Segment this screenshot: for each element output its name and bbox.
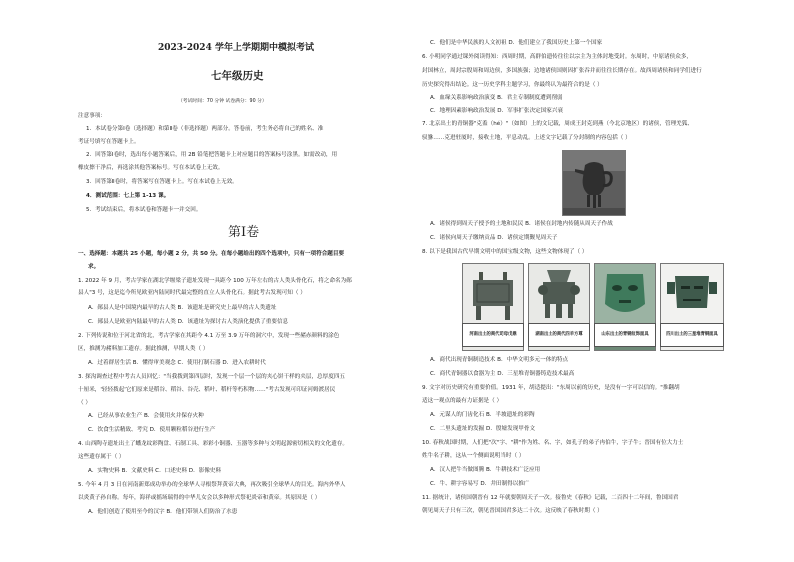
bronze-ke-he-photo	[562, 150, 626, 216]
question-line: 8. 以下是我国古代早期文明中的国宝级文物，这些文物体现了（ ）	[422, 249, 588, 255]
question-line: 11. 据统计，诸侯国朝晋有 12 年就要朝周天子一次。接鲁史《春秋》记载，二百四十二年间，鲁国国君	[422, 495, 679, 501]
question-line: 5. 今年 4 月 3 日在河南新郑成功举办的全球华人寻根祭拜黄帝大典，再次吸引全球华人的目光。海内外华人	[78, 482, 346, 488]
section-instructions: 求。	[88, 264, 100, 270]
question-line: 7. 北京出土的青铜器"克盉（hé）"（如图）上的文记载，周成王封克到燕（今北京地区）的诸侯，管理羌狐、	[422, 121, 693, 127]
section-instructions: 一、选择题：本题共 25 小题，每小题 2 分，共 50 分。在每小题给出的四个选项中，只有一项符合题目要	[78, 251, 345, 257]
option-line: C．饮食生活精致、考究 D．使用颗粒稻谷进行生产	[88, 427, 216, 433]
option-line: C．郧县人是欧亚内陆最早的古人类 D．该遗址为探讨古人类演化提供了重要信息	[88, 319, 289, 325]
sanxingdui-mask-image	[661, 264, 723, 324]
section-title: 第Ⅰ卷	[228, 225, 260, 240]
artifact-caption: 四川出土的三星堆青铜面具	[660, 323, 724, 347]
exam-title: 2023-2024 学年上学期期中模拟考试	[158, 43, 314, 53]
question-line: 4. 山西陶寺遗址出土了蟠龙纹彩陶盘、石制工具、彩彩小铜器、玉器等多种与文明起源密切相关的文化遗存。	[78, 441, 349, 447]
question-line: 区，推测为赭料加工遗存。据此推测，早期人类（ ）	[78, 346, 209, 352]
question-line: 封国林立，周封宗殷周和周边侯，多国族强；边地诸侯国则因扩张吞并而往往长期存在。故西周诸侯和同学们进行	[422, 68, 702, 74]
artifact-caption: 河南出土的商代司母戊鼎	[462, 323, 524, 347]
ding-vessel-image	[463, 264, 523, 324]
option-line: A．诸侯得到周天子授予的土地和民民 B．诸侯在封地内传随从周天子作战	[430, 221, 613, 227]
option-line: A．郧县人是中国境内最早的古人类 B．该遗址是研究史上最早的古人类遗址	[88, 305, 277, 311]
question-line: 2. 下列传说和位于河北省的北，考古学家在其距今 4.1 万至 3.9 万年的洞穴中，发现一些赭赤颜料的涂色	[78, 333, 340, 339]
question-line: 这些遗存属于（ ）	[78, 454, 125, 460]
option-line: C．诸侯向周天子缴纳贡品 D．诸侯定期觐见周天子	[430, 235, 558, 241]
question-line: 十厘米，'轻轻拨起'它们原来是稻谷、稻谷、谷壳、稻叶、稻杆等朽积物……"考古发现可印证河姆渡居民	[78, 387, 336, 393]
question-line: 历史探究得出结论。这一历史学科主题学习，你最终认为最符合的是（ ）	[422, 82, 603, 88]
question-line: 3. 探沟调查过程中考古人员回忆："当我拨到第四层时，发现一个层一个层的夹心饼干样的夹层，总厚度四五	[78, 374, 346, 380]
ke-he-vessel-image	[563, 151, 625, 215]
note-line: 1．本试卷分第Ⅰ卷（选择题）和第Ⅱ卷（非选择题）两部分。答卷前，考生务必将自己的姓名、准	[86, 126, 324, 132]
note-line: 3．回答第Ⅱ卷时，将答案写在答题卡上。写在本试卷上无效。	[86, 179, 238, 185]
option-line: A．实物史料 B．文献史料 C．口述史料 D．影像史料	[88, 468, 222, 474]
option-line: A．他们创造了使用至今的汉字 B．他们带领人们防治了水患	[88, 509, 238, 515]
option-line: A．已经从事农业生产 B．会使用火并保存火种	[88, 413, 204, 419]
option-line: C．牛、耕字容易写 D．井田制得以推广	[430, 481, 530, 487]
note-line: 考证号填写在答题卡上。	[78, 139, 140, 145]
exam-info: （考试时间：70 分钟 试卷满分：90 分）	[178, 99, 267, 104]
option-line: C．商代青铜器以食器为主 D．三星堆青铜器铸造技术最高	[430, 371, 575, 377]
artifact-caption: 湖南出土的商代四羊方尊	[528, 323, 590, 347]
note-line: 2．回答第Ⅰ卷时，选出每小题答案后，用 2B 铅笔把答题卡上对应题目的答案标号涂黑。如需改动，用	[86, 152, 338, 158]
option-line: A．商代出现青铜制造技术 B．中华文明多元一体的特点	[430, 357, 569, 363]
option-line: A．元谋人的门齿化石 B．半坡遗址的彩陶	[430, 412, 535, 418]
question-line: 驭貅……克进驻厦时，接收土地，平息动乱。上述文字记载了分封制的内容包括（ ）	[422, 135, 631, 141]
artifact-caption: 山东出土的青铜纹饰面具	[594, 323, 656, 347]
option-line: A．血缘关系影响政治演变 B．君主专制制度遭到削弱	[430, 95, 563, 101]
left-column	[78, 0, 414, 562]
option-line: C．地理因素影响政治发展 D．军事扩张决定国家兴衰	[430, 108, 564, 114]
question-line: 6. 小明同学通过课外阅读得知：西周时期，高群伯遗传往往以宗主为主体封地受封。东周时，中原诸侯众多，	[422, 54, 693, 60]
question-line: 朝见周天子只有三次，朝见晋国国君多达二十次。这反映了春秋时期（ ）	[422, 508, 603, 514]
option-line: A．过着群居生活 B．懂得审美观念 C．使用打制石器 D．进入农耕时代	[88, 360, 266, 366]
notes-heading: 注意事项：	[78, 113, 106, 119]
zun-vessel-image	[529, 264, 589, 324]
note-line: 4．测试范围：七上第 1-13 课。	[86, 193, 170, 199]
note-line: 橡皮擦干净后，再选涂其他答案标号。写在本试卷上无效。	[78, 165, 224, 171]
question-line: 适这一观点的最有力证据是（ ）	[422, 398, 503, 404]
option-line: C．二里头遗址的发掘 D．殷墟发现甲骨文	[430, 426, 536, 432]
option-line: C．他们是中华民族的人文初祖 D．他们建立了我国历史上第一个国家	[430, 40, 603, 46]
question-line: 县人"3 号，这是迄今所见欧亚内陆同时代最完整的直立人头骨化石。据此考古发现可知（ ）	[78, 290, 306, 296]
question-line: （ ）	[78, 400, 91, 406]
question-line: 1. 2022 年 9 月，考古学家在湖北学堰梁子遗址发现一具距今 100 万年左右的古人类头骨化石，将之命名为郧	[78, 278, 352, 284]
question-line: 以炎黄子孙自称。每年，海祥或摇场瑞得的中华儿女会以多种形式祭祀炎帝和黄帝。其原因是（ ）	[78, 495, 321, 501]
right-column	[422, 0, 760, 562]
mask-image	[595, 264, 655, 324]
question-line: 9. 文字对历史研究有重要价值。1931 年，胡适提出："东周以前的历史，是没有一字可以信的。"推翻胡	[422, 385, 680, 391]
note-line: 5．考试结束后，将本试卷和答题卡一并交回。	[86, 207, 202, 213]
subject-title: 七年级历史	[211, 70, 264, 82]
option-line: A．汉人把牛当做图腾 B．牛耕技术广泛应用	[430, 467, 541, 473]
question-line: 10. 春秋战国时期，人们把"次"字、"耕"作为姓、名、字，如孔子的弟子冉伯牛，字子牛；晋国有位大力士	[422, 440, 684, 446]
question-line: 姓牛名子耕，这从一个侧面说明当时（ ）	[422, 453, 525, 459]
